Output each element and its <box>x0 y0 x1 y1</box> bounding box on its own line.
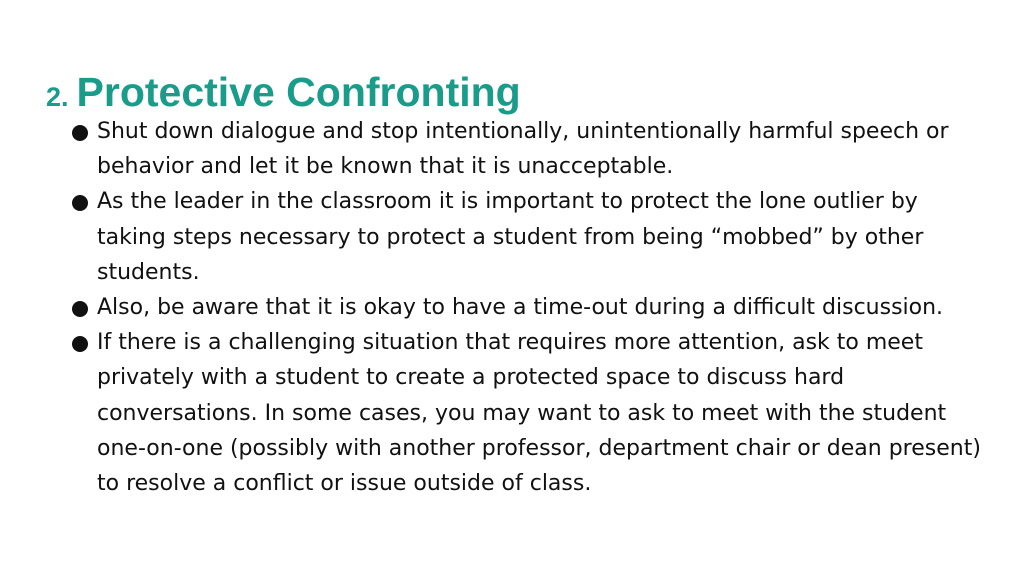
bullet-item <box>72 114 992 184</box>
bullet-text: Also, be aware that it is okay to have a time-out during a difficult discussion. <box>97 295 944 321</box>
bullet-item <box>72 184 992 290</box>
bullet-text: If there is a challenging situation that requires more attention, ask to meet privately with a student to create a protected space to discuss hard conversations. In some cases, you may want to ask to meet with the student one-on-one (possibly with another professor, department chair or dean present) to resolve a conflict or issue outside of class. <box>97 330 981 497</box>
bullet-dot-icon <box>72 336 88 352</box>
bullet-text: Shut down dialogue and stop intentionally, unintentionally harmful speech or behavior and let it be known that it is unacceptable. <box>97 119 949 180</box>
bullet-dot-icon <box>72 301 88 317</box>
bullet-dot-icon <box>72 125 88 141</box>
slide-title <box>46 69 521 115</box>
bullet-item <box>72 290 992 325</box>
title-number: 2. <box>46 82 69 112</box>
bullet-text: As the leader in the classroom it is important to protect the lone outlier by taking steps necessary to protect a student from being “mobbed” by other students. <box>97 189 924 285</box>
bullet-dot-icon <box>72 195 88 211</box>
bullet-item <box>72 325 992 501</box>
title-text: Protective Confronting <box>76 69 521 115</box>
bullet-list <box>72 114 992 501</box>
